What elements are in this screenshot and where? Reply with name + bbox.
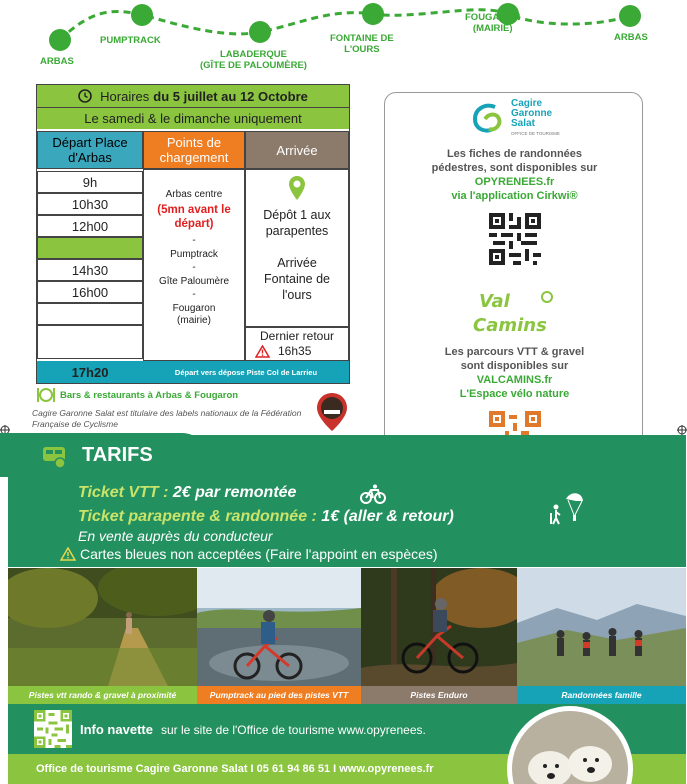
footer-contact: Office de tourisme Cagire Garonne Salat I 05 61 94 86 51 I www.opyrenees.fr [36,763,434,775]
navette-text: sur le site de l'Office de tourisme www.opyrenees. [160,723,426,737]
photo-gravel-trail [8,568,197,686]
shuttle-route [0,0,687,80]
photo-pumptrack [197,568,361,686]
cgs-logo-text [511,99,561,139]
hiking-site-link[interactable]: OPYRENEES.fr [474,176,555,188]
time-cell: 14h30 [37,259,143,281]
time-cell [37,303,143,325]
stop-label-arbas: ARBAS [40,56,74,67]
vtt-site-link[interactable]: VALCAMINS.fr [476,374,553,386]
vtt-space: L'Espace vélo nature [459,388,570,400]
svg-text:Val: Val [479,291,510,312]
tarif-vtt [78,484,296,502]
ffc-label-badge-icon [316,392,348,432]
warning-icon [255,345,270,358]
time-cell: 10h30 [37,193,143,215]
schedule-footer [37,361,349,383]
stop-label-fontaine: FONTAINE DE L'OURS [330,33,394,55]
caption-family: Randonnées famille [517,686,686,704]
schedule-title-prefix: Horaires [100,88,150,104]
point-arbas: Arbas centre [165,189,223,200]
time-cell-break [37,237,143,259]
photo-pumptrack-image [197,568,361,686]
stop-dot [49,29,71,51]
last-return-row [255,344,311,358]
point-fougaron: Fougaron (mairie) [172,303,216,326]
caption-pumptrack: Pumptrack au pied des pistes VTT [197,686,361,704]
stop-label-pumptrack: PUMPTRACK [100,35,161,46]
arrival-depot: Dépôt 1 aux parapentes [263,208,331,238]
cgs-logo-icon [471,101,507,137]
hiking-qr-code[interactable] [489,213,541,265]
tarif-para-label: Ticket parapente & randonnée : [78,508,317,525]
info-panel [384,92,643,469]
navette-label: Info navette [80,722,153,737]
tarifs-header [0,433,208,477]
tarif-parapente [78,508,454,526]
registration-mark-icon [677,425,687,435]
stop-label-arbas-end: ARBAS [614,32,648,43]
footer-time: 17h20 [71,364,109,380]
vtt-text-1: Les parcours VTT & gravel [444,346,585,358]
last-return-label: Dernier retour [259,329,335,343]
stop-dot [619,5,641,27]
caption-enduro: Pistes Enduro [361,686,517,704]
warning-icon [60,547,76,561]
navette-qr-code[interactable] [34,710,72,748]
stop-label-labaderque: LABADERQUE (GÎTE DE PALOUMÈRE) [200,49,307,71]
stop-dot [362,3,384,25]
stop-label-fougaron: FOUGARON (MAIRIE) [465,12,521,34]
point-warning: (5mn avant le départ) [157,204,231,230]
photo-enduro [361,568,517,686]
vtt-text-2: sont disponibles sur [460,360,569,372]
time-cell: 16h00 [37,281,143,303]
schedule-title-dates: du 5 juillet au 12 Octobre [153,88,308,104]
clock-icon [78,89,92,103]
point-sep: - [192,235,196,246]
arrival-fontaine: Arrivée Fontaine de l'ours [263,256,331,302]
tarifs-title: TARIFS [82,443,153,466]
last-return-time: 16h35 [278,344,312,358]
photo-enduro-image [361,568,517,686]
hiking-app: via l'application Cirkwi® [451,190,578,202]
header-points: Points de chargement [143,131,245,169]
schedule-subtitle: Le samedi & le dimanche uniquement [37,107,349,129]
bars-text: Bars & restaurants à Arbas & Fougaron [60,389,239,401]
cgs-logo-sub: OFFICE DE TOURISME [511,131,560,136]
hiking-text-2: pédestres, sont disponibles sur [431,162,598,174]
schedule-table [36,84,350,384]
caption-gravel: Pistes vtt rando & gravel à proximité [8,686,197,704]
map-pin-icon [288,175,306,201]
photo-gravel-trail-image [8,568,197,686]
tarif-para-price: 1€ (aller & retour) [321,508,454,525]
tarif-vtt-price: 2€ par remontée [172,484,297,501]
time-cell: 9h [37,171,143,193]
stop-dot [131,4,153,26]
time-cell: 12h00 [37,215,143,237]
point-pumptrack: Pumptrack [170,249,218,260]
hiking-text-1: Les fiches de randonnées [446,148,583,160]
point-gite: Gîte Paloumère [158,276,230,287]
stop-dot [249,21,271,43]
photo-family-hike [517,568,686,686]
tarif-cards [60,546,438,562]
footer-note: Départ vers dépose Piste Col de Larrieu [174,367,318,377]
time-cell [37,325,143,359]
point-sep: - [192,289,196,300]
header-arrival: Arrivée [245,131,349,169]
cgs-logo [471,99,561,139]
bike-icon [360,484,386,504]
schedule-title [37,85,349,107]
tarif-cards-text: Cartes bleues non acceptées (Faire l'appoint en espèces) [80,546,438,562]
photo-family-hike-image [517,568,686,686]
dog-photo-wrapper [505,704,635,784]
header-departure: Départ Place d'Arbas [37,131,143,169]
valcamins-logo-icon [469,285,559,337]
bars-note [36,386,238,404]
tarifs-section [8,435,686,567]
labels-note: Cagire Garonne Salat est titulaire des labels nationaux de la Fédération Française de Cyclisme [32,408,302,429]
cgs-logo-name: Cagire Garonne Salat [511,98,553,129]
restaurant-icon [36,386,56,404]
tarif-vtt-label: Ticket VTT : [78,484,169,501]
hiker-paraglider-icon [548,491,584,525]
navette-info [80,722,426,737]
shuttle-ticket-icon [40,440,70,470]
tarif-sale: En vente auprès du conducteur [78,528,273,544]
dog-photo-image [505,704,635,784]
point-sep: - [192,262,196,273]
svg-text:Camins: Camins [473,315,547,336]
